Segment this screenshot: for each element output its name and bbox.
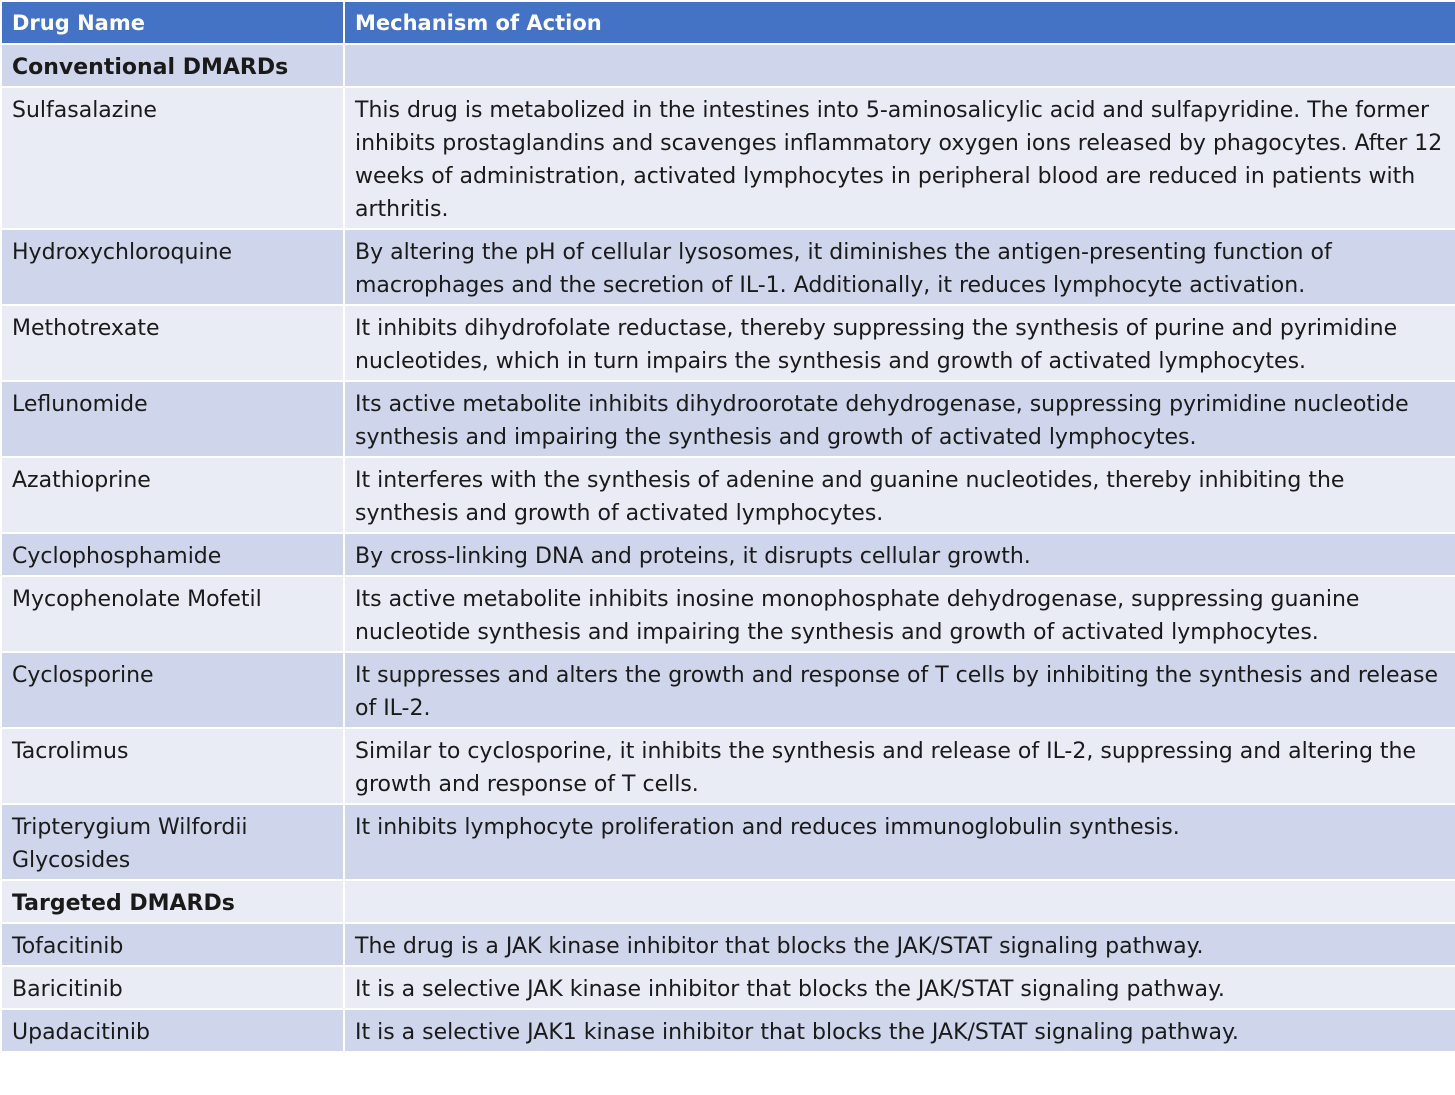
table-row [1,229,1455,305]
section-empty-cell [344,44,1455,87]
drug-name-cell: Baricitinib [1,966,344,1009]
mechanism-cell: Similar to cyclosporine, it inhibits the synthesis and release of IL-2, suppressing and altering the growth and response of T cells. [344,728,1455,804]
drug-name-cell: Mycophenolate Mofetil [1,576,344,652]
mechanism-cell: This drug is metabolized in the intestines into 5-aminosalicylic acid and sulfapyridine. The former inhibits prostaglandins and scavenges inflammatory oxygen ions released by phagocytes. After 12 weeks of administration, activated lymphocytes in peripheral blood are reduced in patients with arthritis. [344,87,1455,229]
table-row [1,923,1455,966]
table-row [1,652,1455,728]
table-row [1,1009,1455,1052]
header-mechanism: Mechanism of Action [344,1,1455,44]
header-drug-name: Drug Name [1,1,344,44]
mechanism-cell: By cross-linking DNA and proteins, it disrupts cellular growth. [344,533,1455,576]
mechanism-cell: It suppresses and alters the growth and response of T cells by inhibiting the synthesis and release of IL-2. [344,652,1455,728]
drug-name-cell: Tripterygium Wilfordii Glycosides [1,804,344,880]
table-row [1,87,1455,229]
header-row [1,1,1455,44]
drug-name-cell: Upadacitinib [1,1009,344,1052]
mechanism-cell: It is a selective JAK1 kinase inhibitor that blocks the JAK/STAT signaling pathway. [344,1009,1455,1052]
section-label: Targeted DMARDs [1,880,344,923]
table-row [1,728,1455,804]
drug-name-cell: Azathioprine [1,457,344,533]
drug-name-cell: Hydroxychloroquine [1,229,344,305]
mechanism-cell: It interferes with the synthesis of adenine and guanine nucleotides, thereby inhibiting the synthesis and growth of activated lymphocytes. [344,457,1455,533]
drug-name-cell: Leflunomide [1,381,344,457]
section-row-conventional [1,44,1455,87]
drug-name-cell: Cyclosporine [1,652,344,728]
table-row [1,966,1455,1009]
table-row [1,804,1455,880]
table-row [1,457,1455,533]
mechanism-cell: Its active metabolite inhibits dihydroorotate dehydrogenase, suppressing pyrimidine nucleotide synthesis and impairing the synthesis and growth of activated lymphocytes. [344,381,1455,457]
mechanism-cell: It inhibits lymphocyte proliferation and reduces immunoglobulin synthesis. [344,804,1455,880]
table-header [1,1,1455,44]
mechanism-cell: It is a selective JAK kinase inhibitor that blocks the JAK/STAT signaling pathway. [344,966,1455,1009]
mechanism-cell: It inhibits dihydrofolate reductase, thereby suppressing the synthesis of purine and pyrimidine nucleotides, which in turn impairs the synthesis and growth of activated lymphocytes. [344,305,1455,381]
drug-name-cell: Cyclophosphamide [1,533,344,576]
table-row [1,381,1455,457]
table-body [1,44,1455,1052]
drug-name-cell: Sulfasalazine [1,87,344,229]
mechanism-cell: Its active metabolite inhibits inosine monophosphate dehydrogenase, suppressing guanine nucleotide synthesis and impairing the synthesis and growth of activated lymphocytes. [344,576,1455,652]
drug-name-cell: Methotrexate [1,305,344,381]
section-empty-cell [344,880,1455,923]
mechanism-cell: The drug is a JAK kinase inhibitor that blocks the JAK/STAT signaling pathway. [344,923,1455,966]
section-label: Conventional DMARDs [1,44,344,87]
table-row [1,305,1455,381]
table-row [1,533,1455,576]
drug-name-cell: Tofacitinib [1,923,344,966]
mechanism-cell: By altering the pH of cellular lysosomes, it diminishes the antigen-presenting function of macrophages and the secretion of IL-1. Additionally, it reduces lymphocyte activation. [344,229,1455,305]
drug-name-cell: Tacrolimus [1,728,344,804]
table-row [1,576,1455,652]
section-row-targeted [1,880,1455,923]
